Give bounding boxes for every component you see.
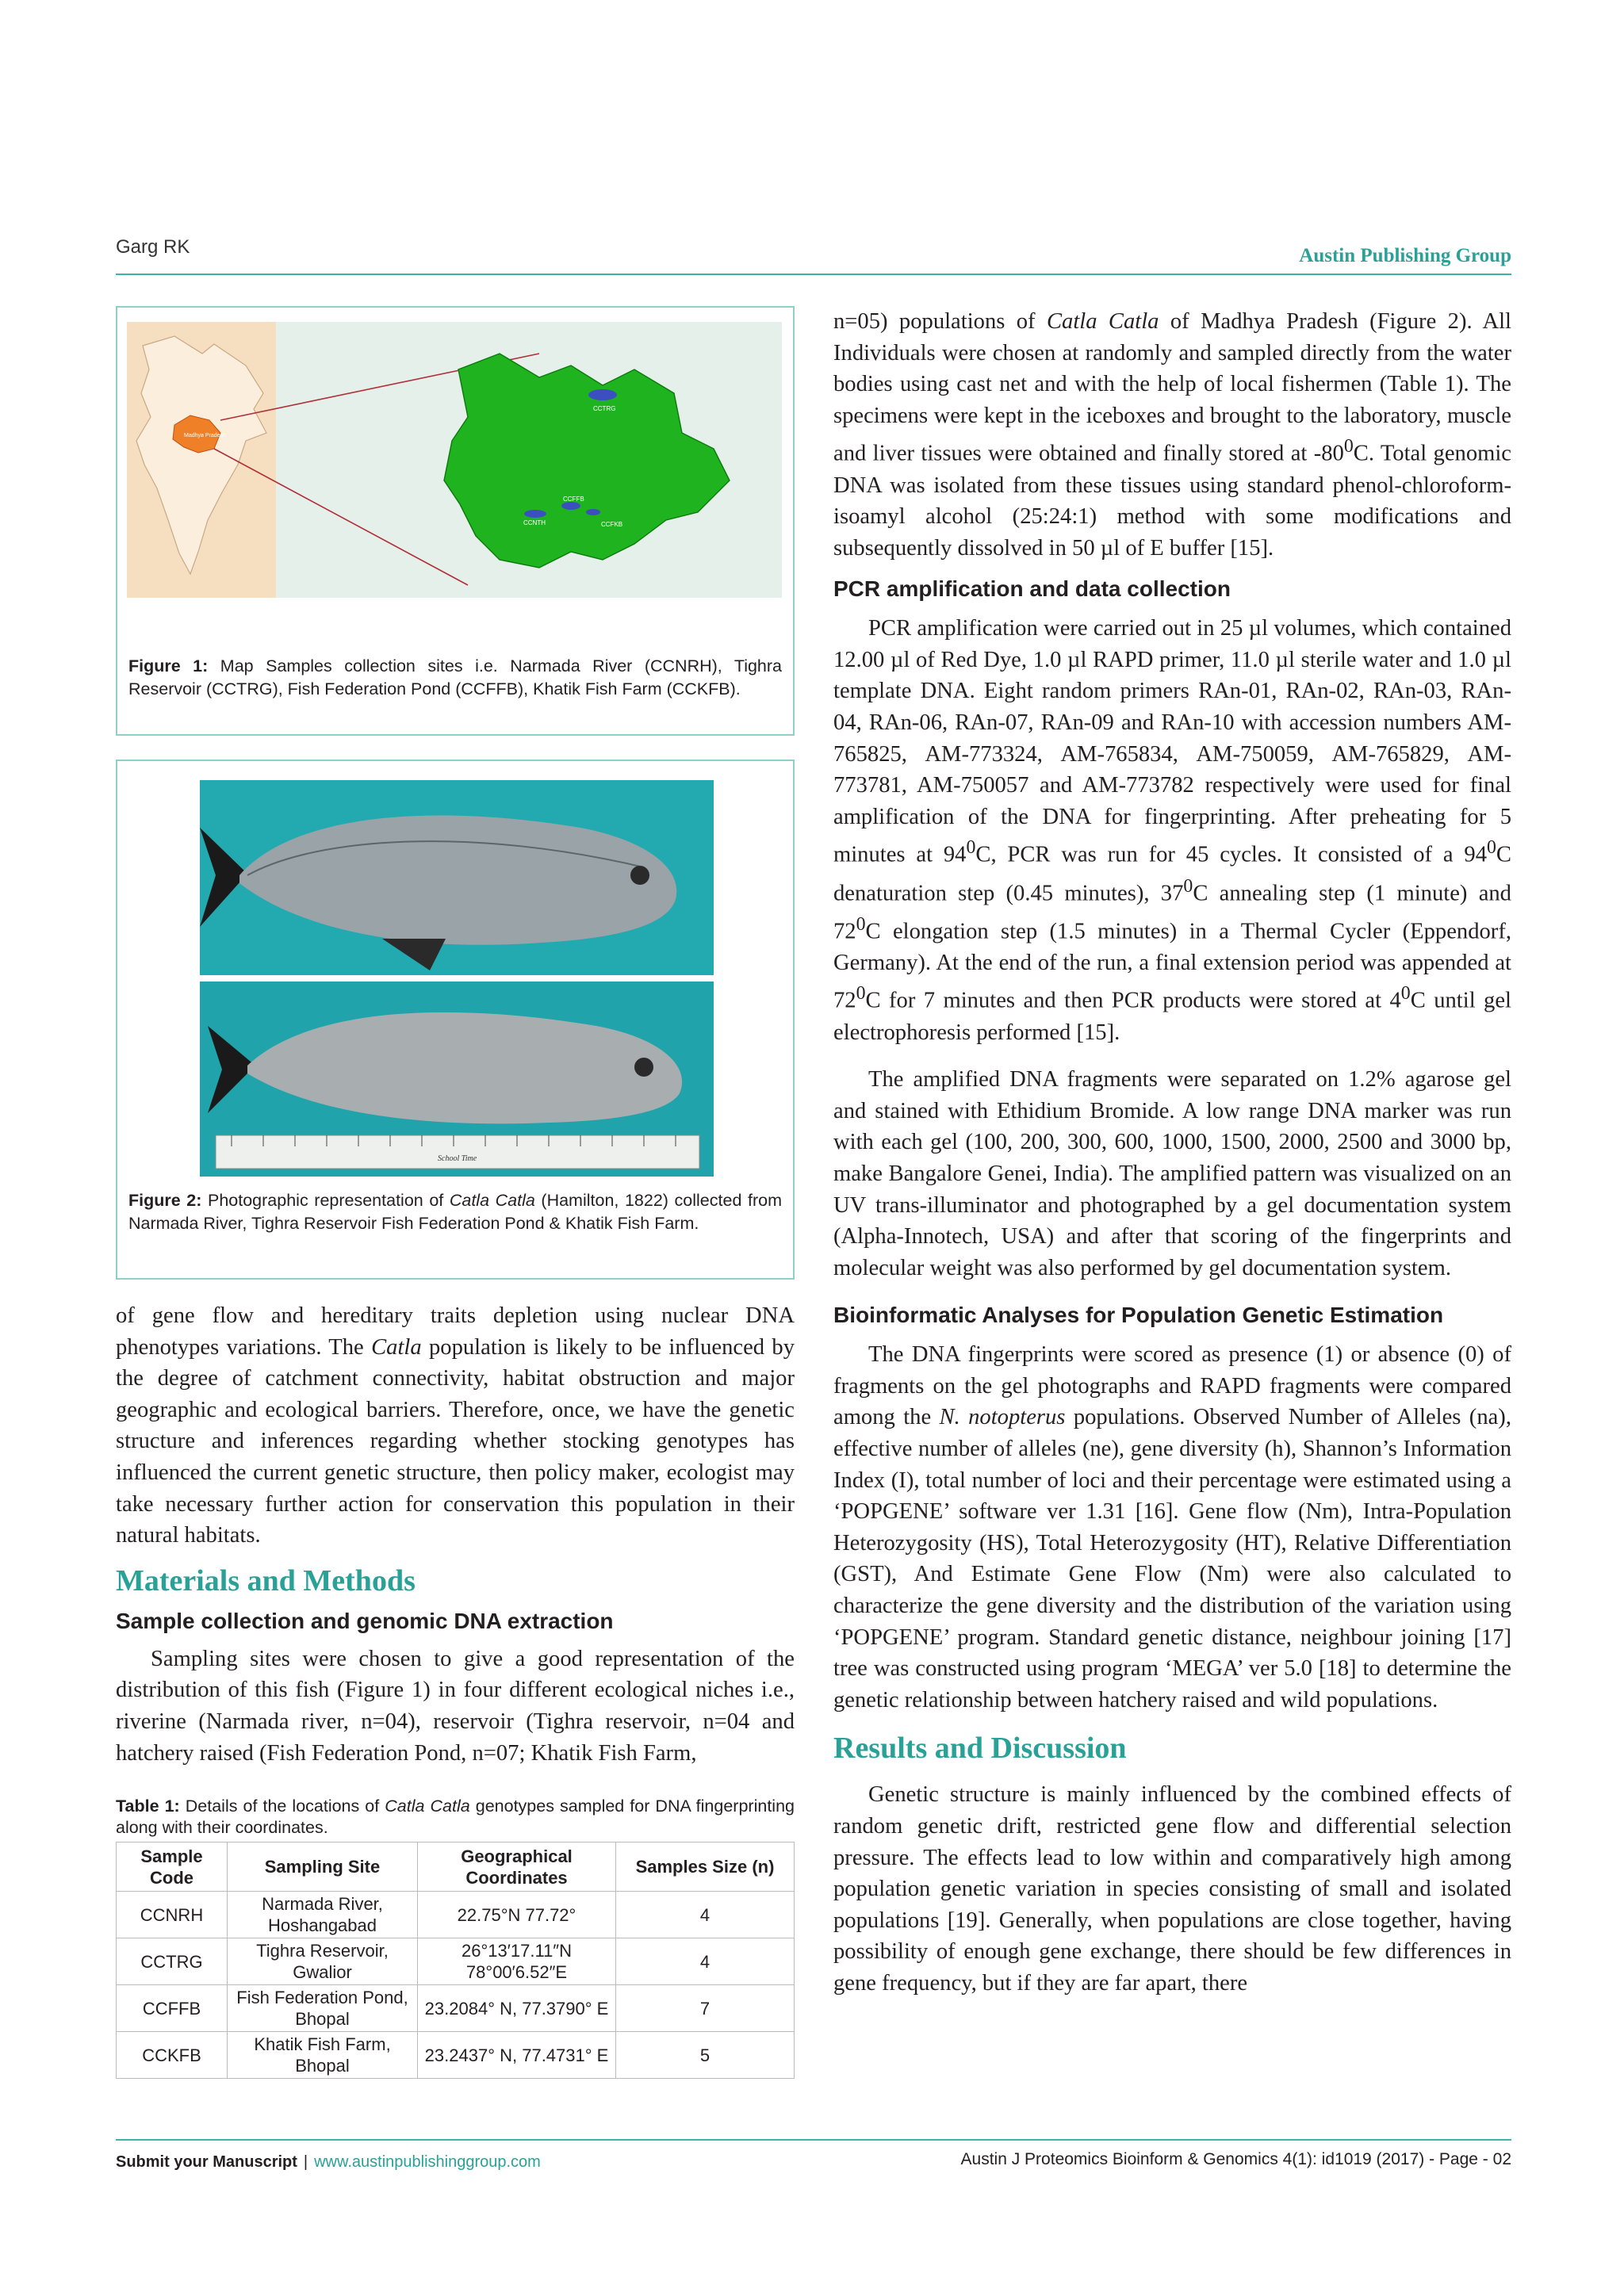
fish-photos-graphic: [200, 780, 714, 1177]
right-para-2-e: C elongation step (1.5 minutes) in a Thermal Cycler (Eppendorf, Germany). At the end of the run, a final extension period was appended at 72: [833, 919, 1511, 1013]
site-label-ccfkb: CCFKB: [601, 521, 623, 528]
table-cell: 4: [616, 1892, 795, 1938]
sup-zero: 0: [1400, 983, 1411, 1004]
table-1-caption-species: Catla Catla: [385, 1797, 470, 1816]
right-column: [833, 306, 1511, 1999]
header-rule: [116, 274, 1511, 275]
table-1-caption-post: genotypes sampled for DNA fingerprinting along with their coordinates.: [116, 1797, 795, 1838]
table-cell: 23.2437° N, 77.4731° E: [418, 2032, 616, 2079]
left-para-1-a: of gene flow and hereditary traits depletion using nuclear DNA phenotypes variations. The: [116, 1303, 795, 1360]
mp-label: Madhya Pradesh: [184, 433, 226, 438]
site-label-cctrg: CCTRG: [593, 405, 616, 412]
right-para-2-c: C denaturation step (0.45 minutes), 37: [833, 842, 1511, 906]
table-cell: 26°13′17.11″N 78°00′6.52″E: [418, 1938, 616, 1985]
table-cell: CCNRH: [117, 1892, 228, 1938]
sup-zero: 0: [1183, 875, 1193, 897]
fish-top-eye: [630, 866, 649, 885]
left-para-1-b: population is likely to be influenced by the degree of catchment connectivity, habitat obstruction and major geographic and ecological barriers. Therefore, once, we have the genetic structure and inferences regarding whether stocking genotypes has influenced the current genetic structure, then policy maker, ecologist may take necessary further action for conservation this population in their natural habitats.: [116, 1334, 795, 1548]
section-heading-results: Results and Discussion: [833, 1732, 1127, 1766]
right-para-2-a: PCR amplification were carried out in 25 µl volumes, which contained 12.00 µl of Red Dye, 1.0 µl RAPD primer, 11.0 µl sterile water and 1.0 µl template DNA. Eight random primers RAn-01, RAn-02, RAn-03, RAn-04, RAn-06, RAn-07, RAn-09 and RAn-10 with accession numbers AM-765825, AM-773324, AM-765834, AM-750059, AM-765829, AM-773781, AM-750057 and AM-773782 respectively were used for final amplification of the DNA for fingerprinting. After preheating for 5 minutes at 94: [833, 616, 1511, 867]
right-para-3: The amplified DNA fragments were separated on 1.2% agarose gel and stained with Ethidium Bromide. A low range DNA marker was run with each gel (100, 200, 300, 600, 1000, 1500, 2000, 2500 and 3000 bp, make Bangalore Genei, India). The amplified pattern was visualized on an UV trans-illuminator and photographed by a gel documentation system (Alpha-Innotech, USA) and after that scoring of the fingerprints and molecular weight was also performed by gel documentation system.: [833, 1067, 1511, 1280]
table-cell: 5: [616, 2032, 795, 2079]
table-cell: CCKFB: [117, 2032, 228, 2079]
table-cell: Fish Federation Pond, Bhopal: [228, 1985, 418, 2032]
left-column: [116, 306, 795, 2079]
table-row: [117, 1938, 795, 1985]
sup-zero: 0: [856, 983, 866, 1004]
table-cell: 7: [616, 1985, 795, 2032]
publisher-url-link[interactable]: www.austinpublishinggroup.com: [314, 2153, 541, 2171]
subheading-bioinformatic: Bioinformatic Analyses for Population Genetic Estimation: [833, 1303, 1444, 1328]
table-cell: Narmada River, Hoshangabad: [228, 1892, 418, 1938]
figure-2-caption: [128, 1189, 782, 1235]
subheading-pcr: PCR amplification and data collection: [833, 576, 1231, 602]
running-author: Garg RK: [116, 236, 190, 258]
site-marker-cctrg: [588, 389, 617, 400]
table-cell: CCFFB: [117, 1985, 228, 2032]
figure-1-map: [127, 322, 782, 598]
running-publisher: Austin Publishing Group: [1299, 245, 1511, 266]
site-label-ccffb: CCFFB: [563, 496, 584, 503]
right-para-4-a: The DNA fingerprints were scored as presence (1) or absence (0) of fragments on the gel photographs and RAPD fragments were compared among the: [833, 1342, 1511, 1430]
section-heading-methods: Materials and Methods: [116, 1563, 416, 1598]
right-para-2-g: C until gel electrophoresis performed [15].: [833, 988, 1511, 1045]
site-marker-ccffb: [561, 502, 580, 510]
site-label-ccnth: CCNTH: [523, 519, 546, 526]
table-cell: Tighra Reservoir, Gwalior: [228, 1938, 418, 1985]
table-row: [117, 2032, 795, 2079]
table-row: [117, 1985, 795, 2032]
figure-2-label: Figure 2:: [128, 1191, 202, 1210]
right-para-1-italic: Catla Catla: [1046, 309, 1159, 334]
left-para-1-italic: Catla: [371, 1334, 422, 1360]
table-cell: CCTRG: [117, 1938, 228, 1985]
ruler: [216, 1135, 699, 1169]
figure-1-caption-text: Map Samples collection sites i.e. Narmada River (CCNRH), Tighra Reservoir (CCTRG), Fish Federation Pond (CCFFB), Khatik Fish Farm (CCKFB).: [128, 656, 782, 698]
table-header-cell: Sample Code: [117, 1843, 228, 1892]
footer-citation: Austin J Proteomics Bioinform & Genomics 4(1): id1019 (2017) - Page - 02: [960, 2150, 1511, 2168]
sup-zero: 0: [856, 913, 866, 935]
right-para-1-sup: 0: [1343, 436, 1354, 457]
figure-2-photos: [200, 780, 714, 1177]
figure-2-caption-post: (Hamilton, 1822) collected from Narmada River, Tighra Reservoir Fish Federation Pond & Khatik Fish Farm.: [128, 1191, 782, 1233]
table-1-label: Table 1:: [116, 1797, 180, 1816]
table-row: [117, 1892, 795, 1938]
figure-1-label: Figure 1:: [128, 656, 209, 675]
site-marker-ccnth: [524, 510, 546, 518]
left-para-1: [116, 1300, 795, 1552]
right-para-2: [833, 613, 1511, 1048]
table-cell: 23.2084° N, 77.3790° E: [418, 1985, 616, 2032]
table-1-caption-pre: Details of the locations of: [179, 1797, 385, 1816]
right-para-1-b: of Madhya Pradesh (Figure 2). All Individuals were chosen at randomly and sampled directly from the water bodies using cast net and with the help of local fishermen (Table 1). The specimens were kept in the iceboxes and brought to the laboratory, muscle and liver tissues were obtained and finally stored at -80: [833, 309, 1511, 466]
right-para-2-f: C for 7 minutes and then PCR products were stored at 4: [865, 988, 1401, 1013]
table-header-cell: Geographical Coordinates: [418, 1843, 616, 1892]
right-para-1: [833, 306, 1511, 564]
footer-separator: |: [303, 2153, 308, 2171]
site-marker-ccfkb: [586, 509, 600, 515]
figure-2-caption-pre: Photographic representation of: [201, 1191, 450, 1210]
table-1: [116, 1842, 795, 2079]
figure-1-caption: [128, 655, 782, 701]
fish-bottom-eye: [634, 1058, 653, 1077]
ruler-label: School Time: [438, 1154, 477, 1163]
figure-2-caption-species: Catla Catla: [449, 1191, 535, 1210]
footer-rule: [116, 2139, 1511, 2141]
table-1-caption: [116, 1796, 795, 1839]
table-cell: Khatik Fish Farm, Bhopal: [228, 2032, 418, 2079]
left-para-2: Sampling sites were chosen to give a good representation of the distribution of this fish (Figure 1) in four different ecological niches i.e., riverine (Narmada river, n=04), reservoir (Tighra reservoir, n=04 and hatchery raised (Fish Federation Pond, n=07; Khatik Fish Farm,: [116, 1646, 795, 1766]
right-para-1-a: n=05) populations of: [833, 309, 1047, 334]
right-para-4-italic: N. notopterus: [939, 1405, 1066, 1430]
figure-2: [116, 760, 795, 1280]
table-cell: 4: [616, 1938, 795, 1985]
table-header-cell: Sampling Site: [228, 1843, 418, 1892]
map-graphic: [127, 322, 782, 598]
right-para-5: Genetic structure is mainly influenced by the combined effects of random genetic drift, restricted gene flow and differential selection pressure. The effects lead to low within and comparatively high among population genetic variation in species consisting of small and isolated populations [19]. Generally, when populations are close together, having possibility of enough gene exchange, there should be few differences in gene frequency, but if they are far apart, there: [833, 1782, 1511, 1996]
footer-submit: [116, 2153, 541, 2172]
sup-zero: 0: [966, 837, 976, 859]
right-para-4: [833, 1339, 1511, 1716]
submit-manuscript-label: Submit your Manuscript: [116, 2153, 297, 2171]
subheading-sample-collection: Sample collection and genomic DNA extraction: [116, 1608, 614, 1633]
right-para-1-c: C. Total genomic DNA was isolated from these tissues using standard phenol-chloroform-isoamyl alcohol (25:24:1) method with some modifications and subsequently dissolved in 50 µl of E buffer [15].: [833, 441, 1511, 561]
table-header-cell: Samples Size (n): [616, 1843, 795, 1892]
sup-zero: 0: [1487, 837, 1496, 859]
right-para-4-b: populations. Observed Number of Alleles (na), effective number of alleles (ne), gene diversity (h), Shannon’s Information Index (I), total number of loci and their percentage were estimated using a ‘POPGENE’ software ver 1.31 [16]. Gene flow (Nm), Intra-Population Heterozygosity (HS), Total Heterozygosity (HT), Relative Differentiation (GST), And Estimate Gene Flow (Nm) were also calculated to characterize the gene diversity and the distribution of the variation using ‘POPGENE’ program. Standard genetic distance, neighbour joining [17] tree was constructed using program ‘MEGA’ ver 5.0 [18] to determine the genetic relationship between hatchery raised and wild populations.: [833, 1405, 1511, 1712]
table-header-row: [117, 1843, 795, 1892]
table-cell: 22.75°N 77.72°: [418, 1892, 616, 1938]
right-para-2-d: C annealing step (1 minute) and 72: [833, 881, 1511, 944]
right-para-2-b: C, PCR was run for 45 cycles. It consisted of a 94: [975, 842, 1487, 867]
figure-1: [116, 306, 795, 736]
